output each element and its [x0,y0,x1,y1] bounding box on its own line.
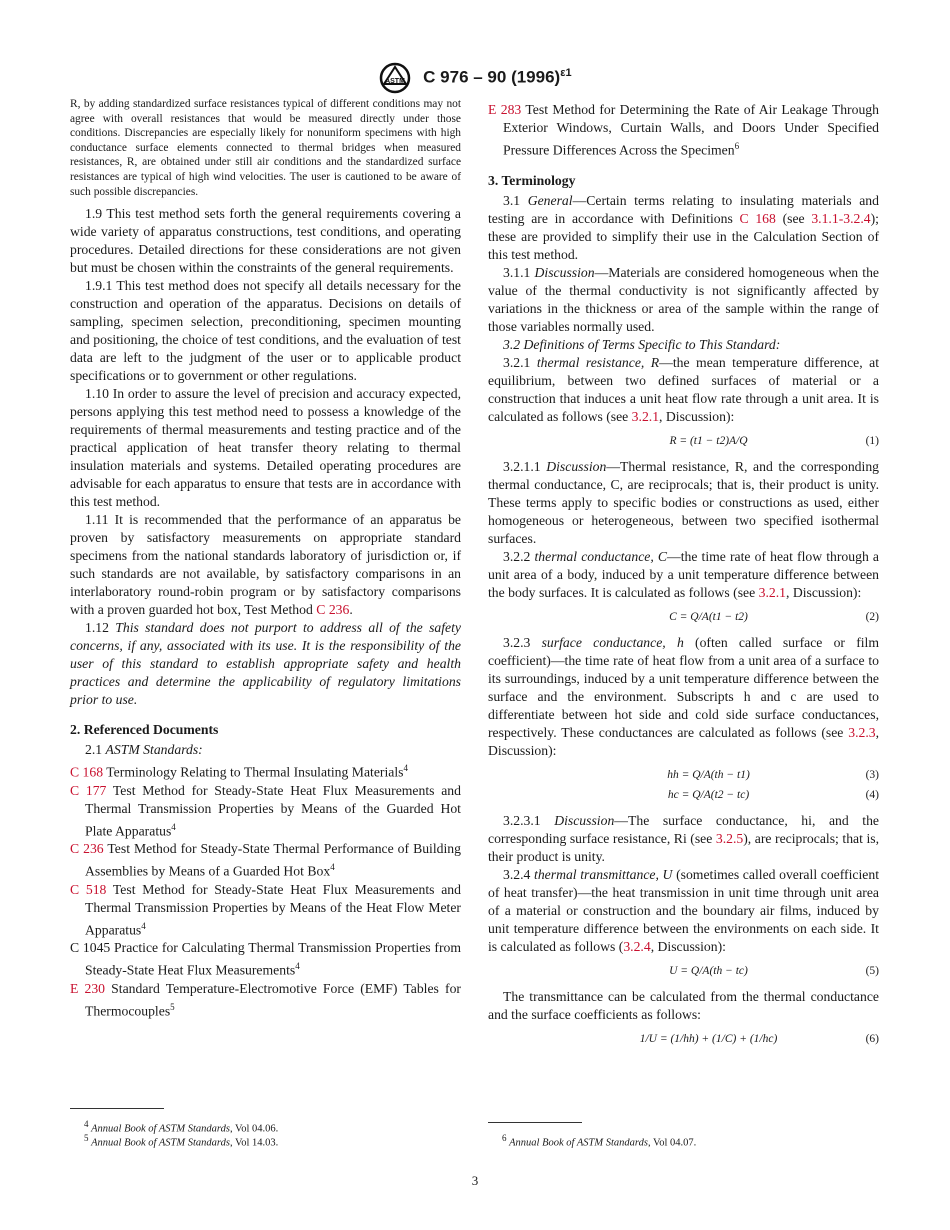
footnote-rule-right [488,1122,582,1123]
footnote-rule-left [70,1108,164,1109]
ref-e230: E 230 Standard Temperature-Electromotive Force (EMF) Tables for Thermocouples$^5$ [70,980,461,1019]
link-c236[interactable]: C 236 [316,602,350,618]
ref-c168: C 168 Terminology Relating to Thermal Insulating Materials$^4$ [70,763,408,780]
link-3-2-4[interactable]: 3.2.4 [623,938,651,954]
equation-6: 1/U = (1/hh) + (1/C) + (1/hc) (6) [639,1032,879,1045]
para-3-2: 3.2 Definitions of Terms Specific to This Standard: [503,336,781,352]
footnote-4: $^4$ Annual Book of ASTM Standards, Vol 04.06. [84,1119,279,1135]
astm-logo-icon [378,62,412,94]
epsilon-superscript: ε1 [560,66,572,79]
link-3-2-1b[interactable]: 3.2.1 [758,584,786,600]
para-3-2-2: 3.2.2 thermal conductance, C—the time rate of heat flow through a unit area of a body, induced by a unit temperature difference between the body surfaces. It is calculated as follows (see 3.2.1, Discussion): [488,548,879,600]
para-3-1: 3.1 General—Certain terms relating to insulating materials and testing are in accordance with Definitions C 168 (see 3.1.1-3.2.4); these are provided to simplify their use in the Calculation Section of this test method. [488,192,879,262]
link-c518[interactable]: C 518 [70,881,107,897]
link-e230[interactable]: E 230 [70,980,106,996]
ref-c1045: C 1045 Practice for Calculating Thermal Transmission Properties from Steady-State Heat Flux Measurements$^4$ [70,940,461,978]
ref-e283: E 283 Test Method for Determining the Rate of Air Leakage Through Exterior Windows, Curtain Walls, and Doors Under Specified Pressure Differences Across the Specimen$^6$ [488,102,879,158]
svg-text:ASTM: ASTM [385,78,406,85]
para-3-2-4: 3.2.4 thermal transmittance, U (sometimes called overall coefficient of heat transfer)—the heat transmission in unit time through unit area of a material or construction and the boundary air films, induced by unit temperature difference between the environments on each side. It is calculated as follows (3.2.4, Discussion): [488,866,880,954]
equation-3: hh = Q/A(th − t1) (3) [667,768,879,781]
footnote-5: $^5$ Annual Book of ASTM Standards, Vol 14.03. [84,1133,279,1149]
para-3-2-3-1: 3.2.3.1 Discussion—The surface conductance, hi, and the corresponding surface resistance, Ri (see 3.2.5), are reciprocals; that is, their product is unity. [488,812,880,864]
designation: C 976 – 90 (1996) [423,67,561,87]
page-header [0,62,950,94]
para-3-2-1-1: 3.2.1.1 Discussion—Thermal resistance, R, and the corresponding thermal conductance, C, are reciprocals; that is, their product is unity. These terms apply to specific bodies or constructions as used, either homogeneous or heterogeneous, between two specified isothermal surfaces. [488,458,880,546]
link-3-2-3[interactable]: 3.2.3 [848,724,876,740]
note-text: R, by adding standardized surface resistances typical of different conditions may not agree with overall resistances that would be measured directly under those conditions. Discrepancies are especially likely for nonuniform specimens with high conductance surface elements connected to thermal bridges when measured resistances, R, are obtained under still air conditions and the standardized surface resistances are typical of high wind velocities. The user is cautioned to be aware of such possible discrepancies. [70,98,461,198]
section-2-heading: 2. Referenced Documents [70,722,219,738]
equation-5: U = Q/A(th − tc) (5) [669,964,879,977]
para-1-9: 1.9 This test method sets forth the general requirements covering a wide variety of apparatus constructions, test conditions, and operating procedures. Detailed directions for these considerations are not given but must be chosen within the constraints of the general requirements. [70,206,461,276]
page-number: 3 [471,1173,479,1188]
para-1-12: 1.12 This standard does not purport to address all of the safety concerns, if any, associated with its use. It is the responsibility of the user of this standard to establish appropriate safety and health practices and determine the applicability of regulatory limitations prior to use. [70,620,461,708]
link-3-2-5[interactable]: 3.2.5 [715,830,744,846]
para-3-2-3: 3.2.3 surface conductance, h (often called surface or film coefficient)—the time rate of heat flow from a unit area of a surface to its surroundings, induced by a unit temperature difference between the surface and the environment. Subscripts h and c are used to differentiate between hot side and cold side surface conductances, respectively. These conductances are calculated as follows (see 3.2.3, Discussion): [488,634,880,758]
ref-c518: C 518 Test Method for Steady-State Heat Flux Measurements and Thermal Transmission Properties by Means of the Heat Flow Meter Apparatus$^4$ [70,881,461,938]
link-3-2-1[interactable]: 3.2.1 [631,408,660,424]
ref-c236: C 236 Test Method for Steady-State Thermal Performance of Building Assemblies by Means of a Guarded Hot Box$^4$ [70,841,461,879]
link-c236-ref[interactable]: C 236 [70,841,104,857]
para-3-1-1: 3.1.1 Discussion—Materials are considered homogeneous when the value of the thermal conductivity is not significantly affected by variations in the thickness or area of the sample within the range of those variables normally used. [488,264,880,334]
equation-2: C = Q/A(t1 − t2) (2) [669,610,879,623]
link-e283[interactable]: E 283 [488,102,522,117]
para-3-2-1: 3.2.1 thermal resistance, R—the mean temperature difference, at equilibrium, between two defined surfaces of material or a construction that induces a unit heat flow rate through a unit area. It is calculated as follows (see 3.2.1, Discussion): [488,354,879,424]
section-3-heading: 3. Terminology [488,172,576,188]
link-c177[interactable]: C 177 [70,782,107,798]
para-1-10: 1.10 In order to assure the level of precision and accuracy expected, persons applying this test method need to possess a knowledge of the requirements of thermal measurements and testing practice and of the practical application of heat transfer theory relating to thermal insulation materials and systems. Detailed operating procedures are advisable for each apparatus to ensure that tests are in accordance with this test method. [70,386,461,510]
right-column [488,97,879,1056]
ref-c177: C 177 Test Method for Steady-State Heat Flux Measurements and Thermal Transmission Properties by Means of the Guarded Hot Plate Apparatus$^4$ [70,782,461,839]
link-3-1-1[interactable]: 3.1.1-3.2.4 [811,210,871,226]
footnote-6: $^6$ Annual Book of ASTM Standards, Vol 04.07. [502,1133,697,1149]
para-transmittance: The transmittance can be calculated from the thermal conductance and the surface coefficients as follows: [488,988,879,1022]
equation-4: hc = Q/A(t2 − tc) (4) [667,788,879,801]
para-1-9-1: 1.9.1 This test method does not specify all details necessary for the construction and operation of the apparatus. Decisions on details of sampling, specimen selection, preconditioning, specimen mounting and positioning, the choice of test conditions, and the evaluation of test data are left to the judgment of the user or to applicable product specifications or to government or other regulations. [70,278,461,384]
para-1-11: 1.11 It is recommended that the performance of an apparatus be proven by satisfactory measurements on appropriate standard specimens from the national standards laboratory of jurisdiction or, if such standards are not available, by satisfactory comparisons in an interlaboratory round-robin program or by satisfactory comparisons with a proven guarded hot box, Test Method C 236. [70,512,461,618]
para-2-1: 2.1 ASTM Standards: [85,742,203,758]
link-c168[interactable]: C 168 [70,764,104,780]
left-column [70,97,461,1021]
equation-1: R = (t1 − t2)A/Q (1) [669,434,879,447]
link-c168-def[interactable]: C 168 [739,210,776,226]
